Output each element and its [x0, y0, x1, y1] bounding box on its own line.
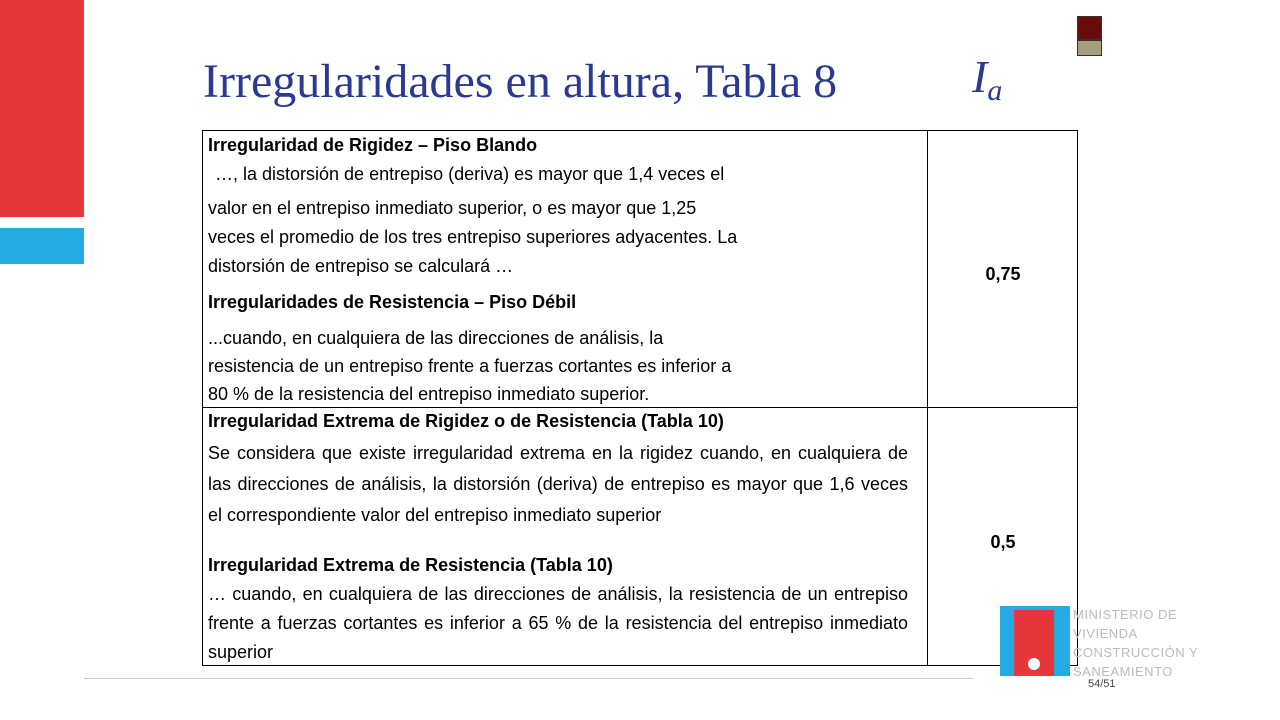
row2-heading-extreme-strength: Irregularidad Extrema de Resistencia (Tabla 10) — [208, 555, 613, 575]
row2-heading-extreme: Irregularidad Extrema de Rigidez o de Resistencia (Tabla 10) — [208, 411, 724, 431]
row1-text-line2: valor en el entrepiso inmediato superior, o es mayor que 1,25 — [208, 198, 697, 218]
irregularity-table — [202, 130, 1078, 666]
formula-ia — [972, 51, 1003, 107]
ministry-logo — [1000, 606, 1070, 676]
row-divider — [203, 407, 1077, 408]
row2-paragraph2: … cuando, en cualquiera de las direcciones de análisis, la resistencia de un entrepiso frente a fuerzas cortantes es inferior a 65 % de la resistencia del entrepiso inmediato superior — [208, 584, 908, 662]
page-number: 54/51 — [1088, 678, 1116, 690]
water-drop-icon — [1028, 658, 1040, 670]
row1-text-line1: …, la distorsión de entrepiso (deriva) es mayor que 1,4 veces el — [215, 164, 725, 184]
row1-heading-strength: Irregularidades de Resistencia – Piso Débil — [208, 292, 577, 312]
red-accent-bar — [0, 0, 84, 217]
formula-subscript: a — [987, 74, 1003, 107]
dark-red-square — [1077, 16, 1102, 40]
slide-title: Irregularidades en altura, Tabla 8 — [203, 55, 838, 108]
row1-text-line4: distorsión de entrepiso se calculará … — [208, 256, 514, 276]
row2-value: 0,5 — [990, 532, 1016, 552]
row2-paragraph1: Se considera que existe irregularidad extrema en la rigidez cuando, en cualquiera de las direcciones de análisis, la distorsión (deriva) de entrepiso es mayor que 1,6 veces el correspondiente valor del entrepiso inmediato superior — [208, 443, 908, 525]
footer-line — [84, 678, 974, 679]
row1-value: 0,75 — [985, 264, 1021, 284]
formula-main: I — [972, 51, 988, 102]
row1-text-line5: ...cuando, en cualquiera de las direcciones de análisis, la — [208, 328, 664, 348]
blue-accent-bar — [0, 228, 84, 264]
row1-text-line6: resistencia de un entrepiso frente a fuerzas cortantes es inferior a — [208, 356, 732, 376]
ministry-name: MINISTERIO DE VIVIENDA CONSTRUCCIÓN Y SANEAMIENTO — [1073, 607, 1198, 679]
row1-text-line3: veces el promedio de los tres entrepiso superiores adyacentes. La — [208, 227, 738, 247]
olive-square — [1077, 40, 1102, 56]
row1-text-line7: 80 % de la resistencia del entrepiso inmediato superior. — [208, 384, 650, 404]
column-divider — [927, 131, 928, 665]
row1-heading-stiffness: Irregularidad de Rigidez – Piso Blando — [208, 135, 538, 155]
